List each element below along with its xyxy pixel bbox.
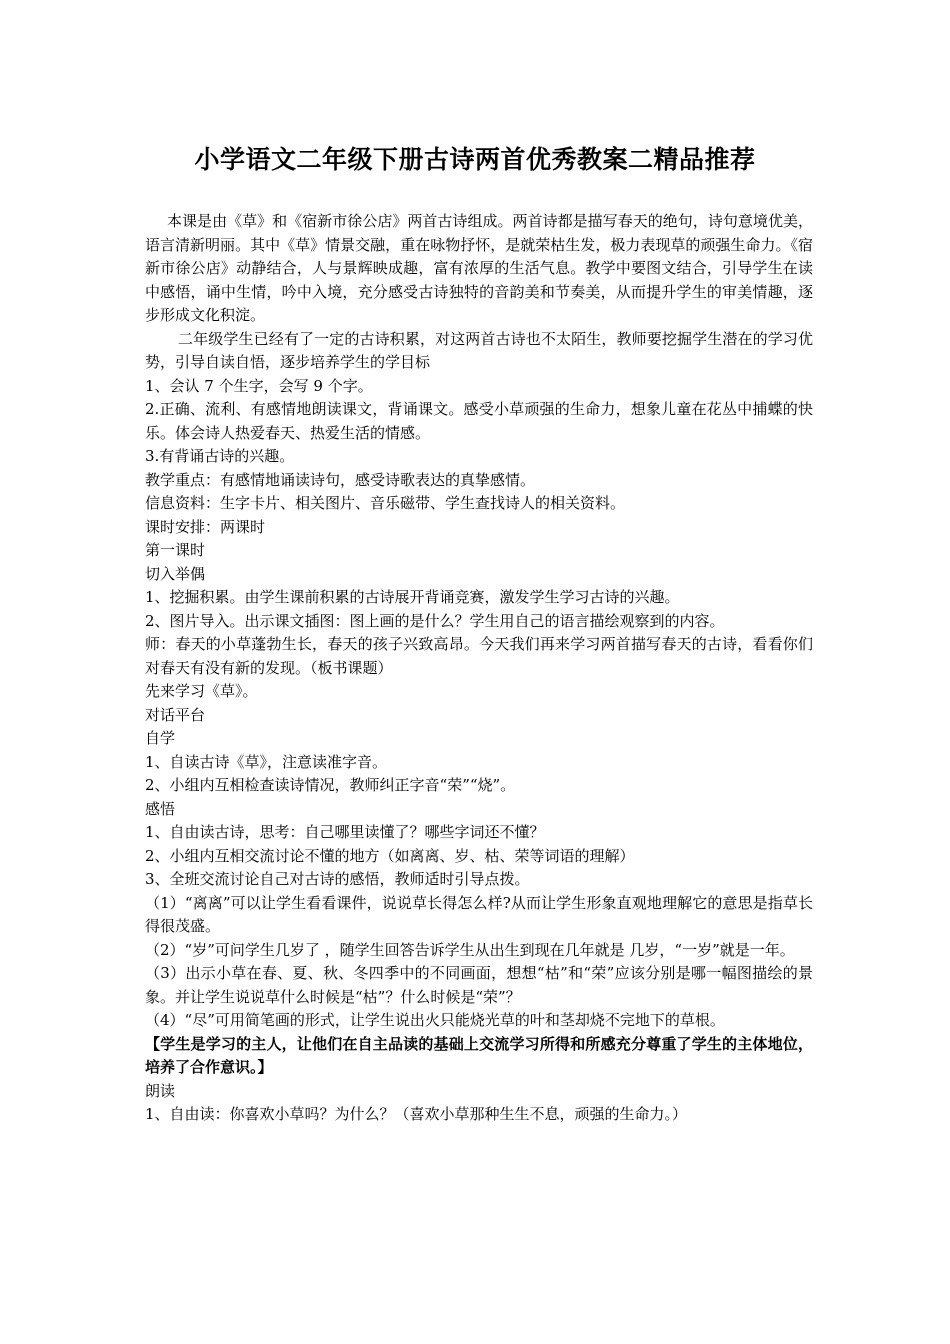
- objective-3: 3.有背诵古诗的兴趣。: [145, 447, 295, 465]
- document-body: [145, 210, 813, 1127]
- list-item: 1、挖掘积累。由学生课前积累的古诗展开背诵竞赛，激发学生学习古诗的兴趣。: [145, 588, 680, 606]
- section-heading-intro: 切入举偶: [145, 564, 206, 583]
- section-heading-dialogue: 对话平台: [145, 705, 206, 724]
- list-item: 2、图片导入。出示课文插图：图上画的是什么？学生用自己的语言描绘观察到的内容。: [145, 611, 725, 630]
- sub-item: （3）出示小草在春、夏、秋、冬四季中的不同画面，想想“枯”和“荣”应该分别是哪一幅图描绘的景象。并让学生说说草什么时候是“枯”？什么时候是“荣”？: [145, 964, 813, 1006]
- objective-2: 2.正确、流利、有感情地朗读课文，背诵课文。感受小草顽强的生命力，想象儿童在花丛中捕蝶的快乐。体会诗人热爱春天、热爱生活的情感。: [145, 400, 813, 442]
- sub-item: （2）“岁”可问学生几岁了 ，随学生回答告诉学生从出生到现在几年就是 几岁，“一岁”就是一年。: [145, 940, 795, 959]
- materials: 信息资料：生字卡片、相关图片、音乐磁带、学生查找诗人的相关资料。: [145, 494, 626, 512]
- transition-line: 先来学习《草》。: [145, 682, 258, 700]
- schedule: 课时安排：两课时: [145, 517, 266, 536]
- list-item: 1、自读古诗《草》，注意读准字音。: [145, 752, 388, 771]
- objective-1: 1、会认 7 个生字，会写 9 个字。: [145, 376, 373, 395]
- list-item: 2、小组内互相交流讨论不懂的地方（如离离、岁、枯、荣等词语的理解）: [145, 846, 635, 865]
- section-heading-self-study: 自学: [145, 729, 176, 747]
- intro-paragraph: 本课是由《草》和《宿新市徐公店》两首古诗组成。两首诗都是描写春天的绝句，诗句意境优美，语言清新明丽。其中《草》情景交融，重在咏物抒怀，是就荣枯生发，极力表现草的顽强生命力。《宿新市徐公店》动静结合，人与景辉映成趣，富有浓厚的生活气息。教学中要图文结合，引导学生在读中感悟，诵中生情，吟中入境，充分感受古诗独特的音韵美和节奏美，从而提升学生的审美情趣，逐步形成文化积淀。: [145, 212, 813, 324]
- section-heading-reading: 朗读: [145, 1081, 176, 1100]
- bracket-note: 【学生是学习的主人，让他们在自主品读的基础上交流学习所得和所感充分尊重了学生的主体地位，培养了合作意识。】: [145, 1034, 813, 1076]
- sub-item: （4）“尽”可用简笔画的形式，让学生说出火只能烧光草的叶和茎却烧不完地下的草根。: [145, 1011, 725, 1029]
- student-analysis-paragraph: 二年级学生已经有了一定的古诗积累，对这两首古诗也不太陌生，教师要挖掘学生潜在的学习优势，引导自读自悟，逐步培养学生的学目标: [145, 329, 813, 371]
- section-heading-comprehension: 感悟: [145, 799, 176, 818]
- list-item: 2、小组内互相检查读诗情况，教师纠正字音“荣”“烧”。: [145, 776, 516, 794]
- list-item: 3、全班交流讨论自己对古诗的感悟，教师适时引导点拨。: [145, 870, 530, 888]
- sub-item: （1）“离离”可以让学生看看课件，说说草长得怎么样?从而让学生形象直观地理解它的意思是指草长得很茂盛。: [145, 893, 813, 935]
- section-heading-first-lesson: 第一课时: [145, 541, 206, 559]
- teacher-speech: 师：春天的小草蓬勃生长，春天的孩子兴致高昂。今天我们再来学习两首描写春天的古诗，看看你们对春天有没有新的发现。（板书课题）: [145, 635, 813, 677]
- list-item: 1、自由读：你喜欢小草吗？为什么？（喜欢小草那种生生不息，顽强的生命力。）: [145, 1105, 688, 1123]
- document-title: 小学语文二年级下册古诗两首优秀教案二精品推荐: [194, 145, 756, 174]
- teaching-focus: 教学重点：有感情地诵读诗句，感受诗歌表达的真挚感情。: [145, 470, 536, 489]
- list-item: 1、自由读古诗，思考：自己哪里读懂了？哪些字词还不懂？: [145, 823, 545, 841]
